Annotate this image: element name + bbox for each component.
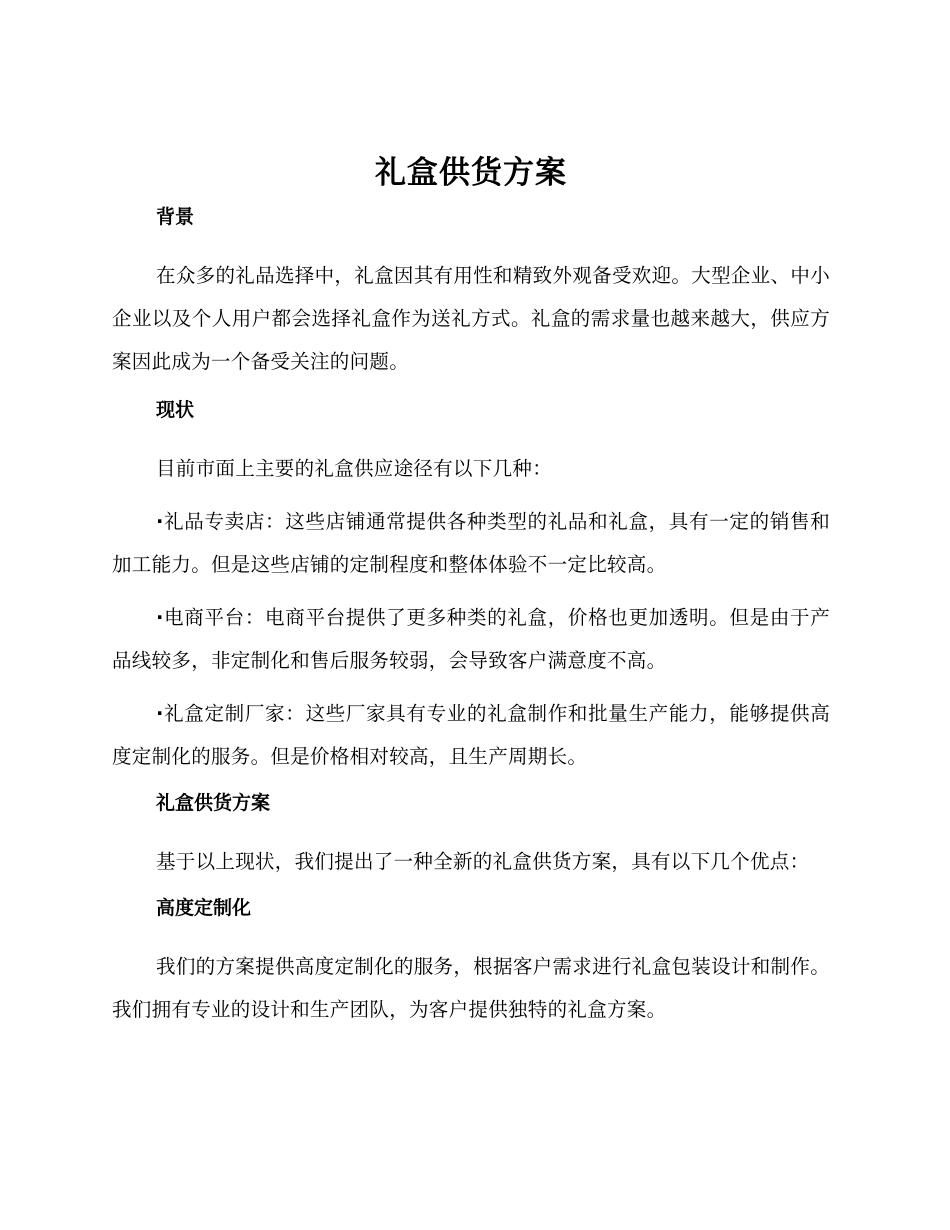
bullet-text: 礼盒定制厂家：这些厂家具有专业的礼盒制作和批量生产能力，能够提供高度定制化的服务。但是价格相对较高，且生产周期长。 bbox=[112, 702, 830, 768]
paragraph-customization: 我们的方案提供高度定制化的服务，根据客户需求进行礼盒包装设计和制作。我们拥有专业的设计和生产团队，为客户提供独特的礼盒方案。 bbox=[112, 955, 830, 1021]
bullet-text: 电商平台：电商平台提供了更多种类的礼盒，价格也更加透明。但是由于产品线较多，非定制化和售后服务较弱，会导致客户满意度不高。 bbox=[112, 606, 830, 672]
document-page bbox=[112, 150, 830, 1041]
paragraph-status-intro: 目前市面上主要的礼盒供应途径有以下几种： bbox=[156, 457, 553, 480]
section-heading-status: 现状 bbox=[156, 399, 195, 421]
bullet-item-gift-shop bbox=[112, 500, 830, 586]
paragraph-plan: 基于以上现状，我们提出了一种全新的礼盒供货方案，具有以下几个优点： bbox=[156, 850, 810, 873]
bullet-item-manufacturer bbox=[112, 692, 830, 778]
section-heading-background: 背景 bbox=[156, 206, 195, 228]
bullet-text: 礼品专卖店：这些店铺通常提供各种类型的礼品和礼盒，具有一定的销售和加工能力。但是这些店铺的定制程度和整体体验不一定比较高。 bbox=[112, 510, 830, 576]
bullet-dot: · bbox=[156, 702, 164, 725]
section-heading-plan: 礼盒供货方案 bbox=[156, 792, 271, 814]
bullet-dot: · bbox=[156, 510, 164, 533]
document-title: 礼盒供货方案 bbox=[375, 155, 567, 191]
section-heading-customization: 高度定制化 bbox=[156, 897, 252, 919]
paragraph-background: 在众多的礼品选择中，礼盒因其有用性和精致外观备受欢迎。大型企业、中小企业以及个人用户都会选择礼盒作为送礼方式。礼盒的需求量也越来越大，供应方案因此成为一个备受关注的问题。 bbox=[112, 264, 830, 373]
bullet-dot: · bbox=[156, 606, 164, 629]
bullet-item-ecommerce bbox=[112, 596, 830, 682]
